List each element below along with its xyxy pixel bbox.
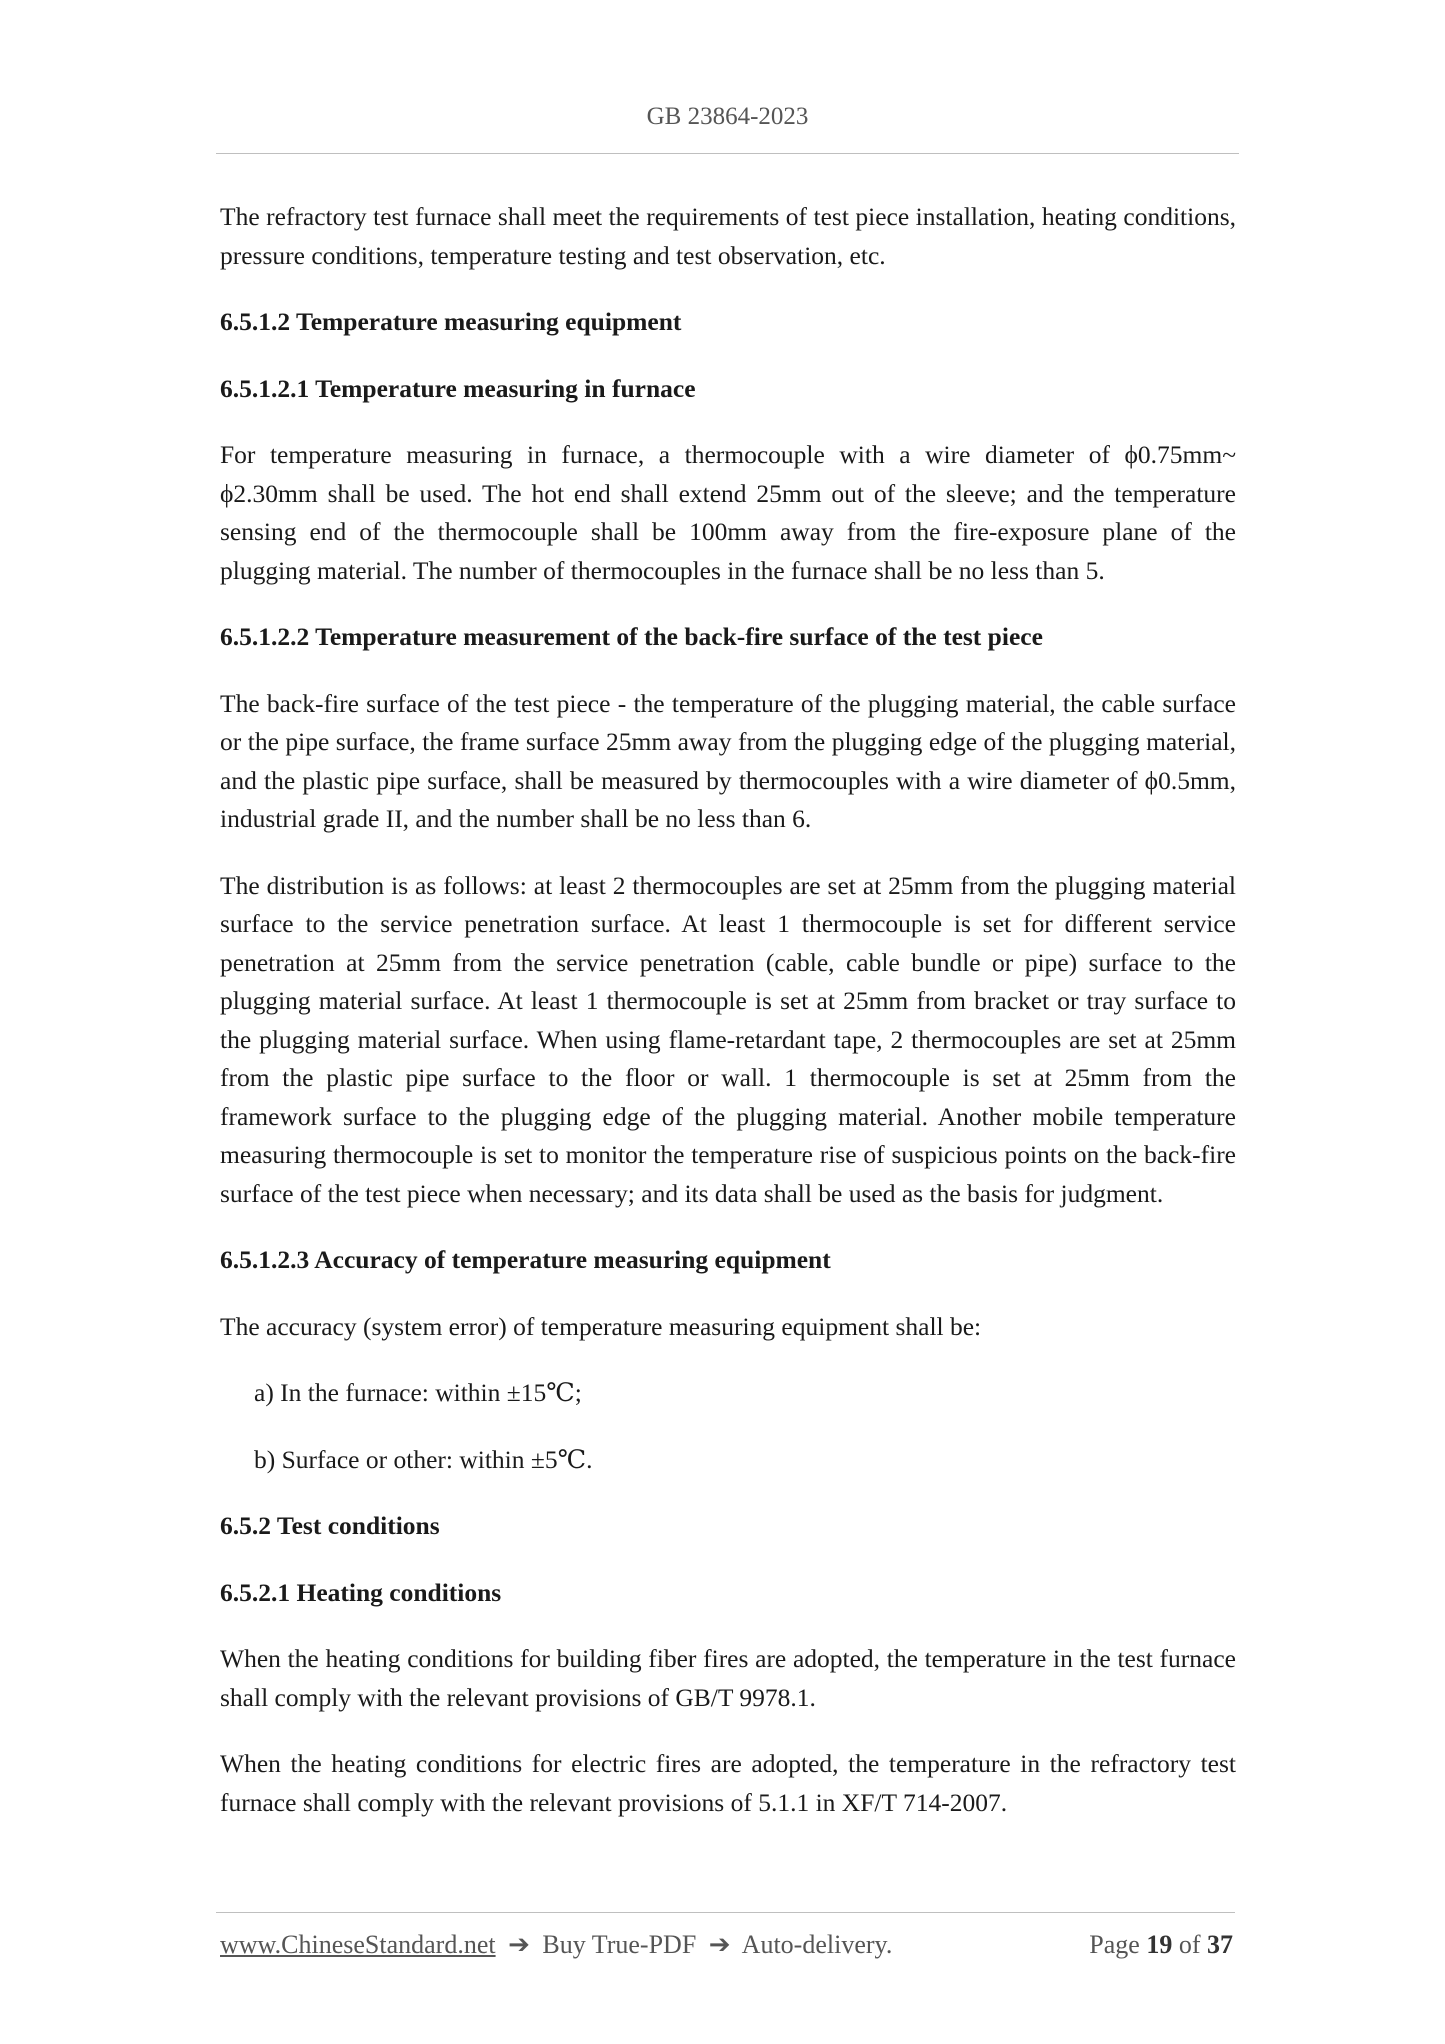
heading-6-5-2-1: 6.5.2.1 Heating conditions (220, 1577, 502, 1607)
site-link[interactable]: www.ChineseStandard.net (220, 1930, 496, 1959)
arrow-right-icon: ➔ (708, 1930, 731, 1959)
header-divider (216, 153, 1239, 154)
page-number (1089, 1930, 1233, 1960)
arrow-right-icon: ➔ (508, 1930, 530, 1959)
page-footer (220, 1930, 1233, 1960)
page-current: 19 (1146, 1930, 1173, 1959)
heading-6-5-1-2: 6.5.1.2 Temperature measuring equipment (220, 307, 682, 336)
list-item-b: b) Surface or other: within ±5℃. (254, 1444, 593, 1474)
page-total: 37 (1207, 1930, 1233, 1959)
heading-6-5-1-2-2: 6.5.1.2.2 Temperature measurement of the back-fire surface of the test piece (220, 622, 1043, 651)
paragraph-distribution: The distribution is as follows: at least 2 thermocouples are set at 25mm from the plugging material surface to the service penetration surface. At least 1 thermocouple is set for different service penetration at 25mm from the service penetration (cable, cable bundle or pipe) surface to the plugging material surface. At least 1 thermocouple is set at 25mm from bracket or tray surface to the plugging material surface. When using flame-retardant tape, 2 thermocouples are set at 25mm from the plastic pipe surface to the floor or wall. 1 thermocouple is set at 25mm from the framework surface to the plugging edge of the plugging material. Another mobile temperature measuring thermocouple is set to monitor the temperature rise of suspicious points on the back-fire surface of the test piece when necessary; and its data shall be used as the basis for judgment. (220, 870, 1236, 1208)
paragraph-electric-fires: When the heating conditions for electric fires are adopted, the temperature in the refractory test furnace shall comply with the relevant provisions of 5.1.1 in XF/T 714-2007. (220, 1749, 1236, 1817)
paragraph-backfire-surface: The back-fire surface of the test piece - the temperature of the plugging material, the cable surface or the pipe surface, the frame surface 25mm away from the plugging edge of the plugging material, and the plastic pipe surface, shall be measured by thermocouples with a wire diameter of ϕ0.5mm, industrial grade II, and the number shall be no less than 6. (220, 688, 1236, 833)
paragraph-accuracy: The accuracy (system error) of temperature measuring equipment shall be: (220, 1311, 982, 1341)
paragraph-building-fires: When the heating conditions for building fiber fires are adopted, the temperature in the test furnace shall comply with the relevant provisions of GB/T 9978.1. (220, 1644, 1236, 1712)
page-of: of (1178, 1930, 1201, 1959)
page-body (220, 198, 1236, 1822)
heading-6-5-1-2-3: 6.5.1.2.3 Accuracy of temperature measuring equipment (220, 1245, 831, 1274)
list-item-a: a) In the furnace: within ±15℃; (254, 1378, 582, 1407)
buy-text: Buy True-PDF (542, 1930, 697, 1959)
document-id-header: GB 23864-2023 (646, 103, 809, 130)
paragraph-intro: The refractory test furnace shall meet the requirements of test piece installation, heating conditions, pressure conditions, temperature testing and test observation, etc. (220, 202, 1236, 270)
delivery-text: Auto-delivery. (741, 1930, 893, 1959)
footer-promo (220, 1930, 892, 1960)
heading-6-5-2: 6.5.2 Test conditions (220, 1511, 440, 1540)
page-label: Page (1089, 1930, 1140, 1959)
paragraph-furnace-measuring: For temperature measuring in furnace, a thermocouple with a wire diameter of ϕ0.75mm~ ϕ2.30mm shall be used. The hot end shall extend 25mm out of the sleeve; and the temperature sensing end of the thermocouple shall be 100mm away from the fire-exposure plane of the plugging material. The number of thermocouples in the furnace shall be no less than 5. (220, 440, 1236, 585)
heading-6-5-1-2-1: 6.5.1.2.1 Temperature measuring in furnace (220, 373, 696, 403)
footer-divider (216, 1912, 1235, 1913)
